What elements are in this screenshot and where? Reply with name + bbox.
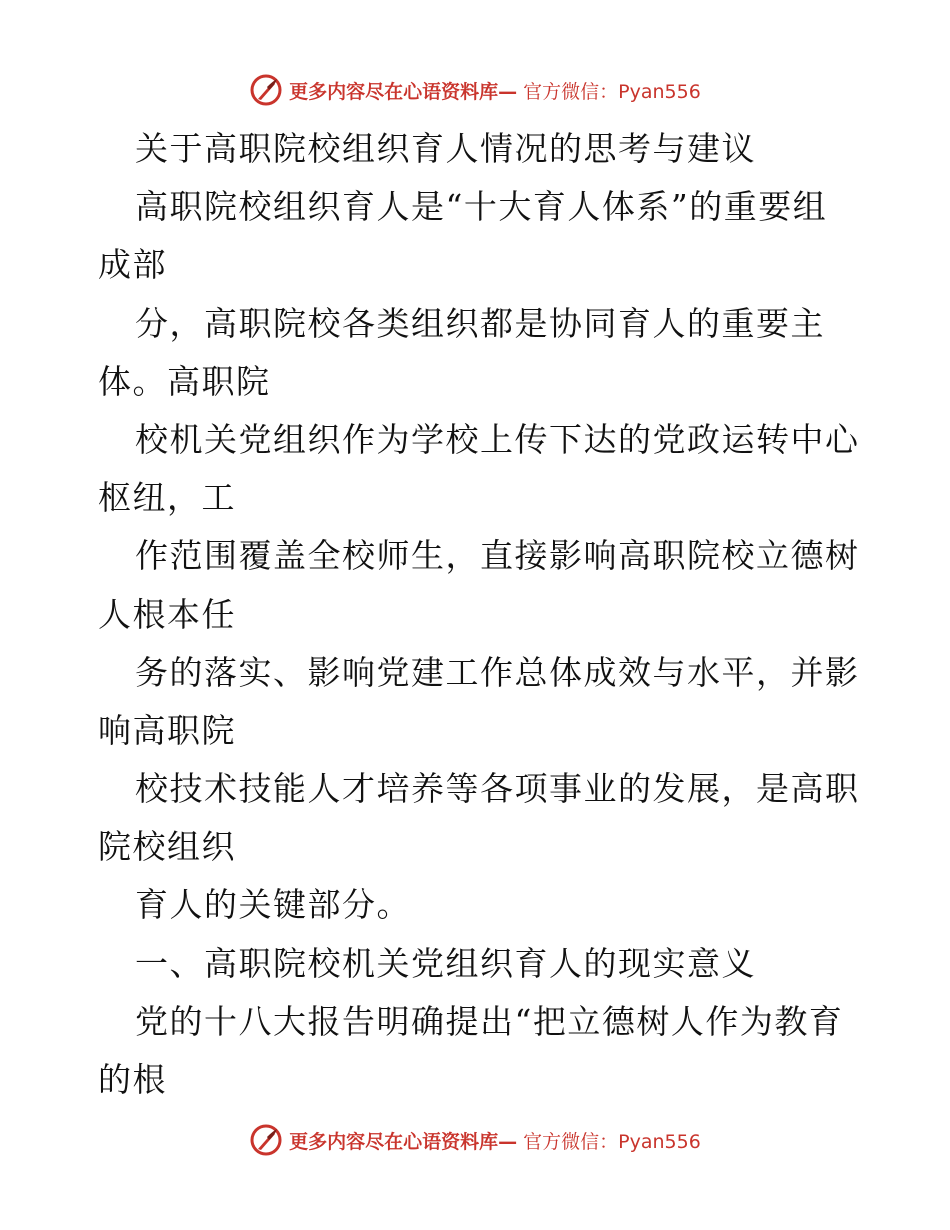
banner-wechat-text: 官方微信：Pyan556 bbox=[523, 1130, 701, 1153]
document-body bbox=[98, 120, 858, 1109]
page-header-banner bbox=[0, 70, 950, 110]
text-line: 校机关党组织作为学校上传下达的党政运转中心 bbox=[135, 419, 860, 459]
text-line: 体。高职院 bbox=[98, 361, 271, 401]
banner-site-text: 更多内容尽在心语资料库— bbox=[289, 80, 518, 103]
banner-wechat-text: 官方微信：Pyan556 bbox=[523, 80, 701, 103]
text-line: 院校组织 bbox=[98, 827, 236, 867]
feather-pen-logo-icon bbox=[249, 1123, 283, 1157]
banner-site-text: 更多内容尽在心语资料库— bbox=[289, 1130, 518, 1153]
text-line: 分，高职院校各类组织都是协同育人的重要主 bbox=[135, 303, 825, 343]
text-line: 成部 bbox=[98, 245, 167, 285]
text-line: 枢纽，工 bbox=[98, 478, 236, 518]
text-line: 校技术技能人才培养等各项事业的发展，是高职 bbox=[135, 769, 860, 809]
text-line: 高职院校组织育人是“十大育人体系”的重要组 bbox=[135, 187, 828, 227]
text-line: 作范围覆盖全校师生，直接影响高职院校立德树 bbox=[135, 536, 860, 576]
text-line: 务的落实、影响党建工作总体成效与水平，并影 bbox=[135, 652, 860, 692]
text-line: 的根 bbox=[98, 1060, 167, 1099]
text-line: 党的十八大报告明确提出“把立德树人作为教育 bbox=[135, 1001, 844, 1041]
document-title: 关于高职院校组织育人情况的思考与建议 bbox=[135, 129, 756, 168]
page-footer-banner bbox=[0, 1120, 950, 1160]
text-line: 育人的关键部分。 bbox=[135, 885, 411, 925]
text-line: 响高职院 bbox=[98, 710, 236, 750]
text-line: 人根本任 bbox=[98, 594, 236, 634]
feather-pen-logo-icon bbox=[249, 73, 283, 107]
section-heading: 一、高职院校机关党组织育人的现实意义 bbox=[135, 943, 756, 983]
